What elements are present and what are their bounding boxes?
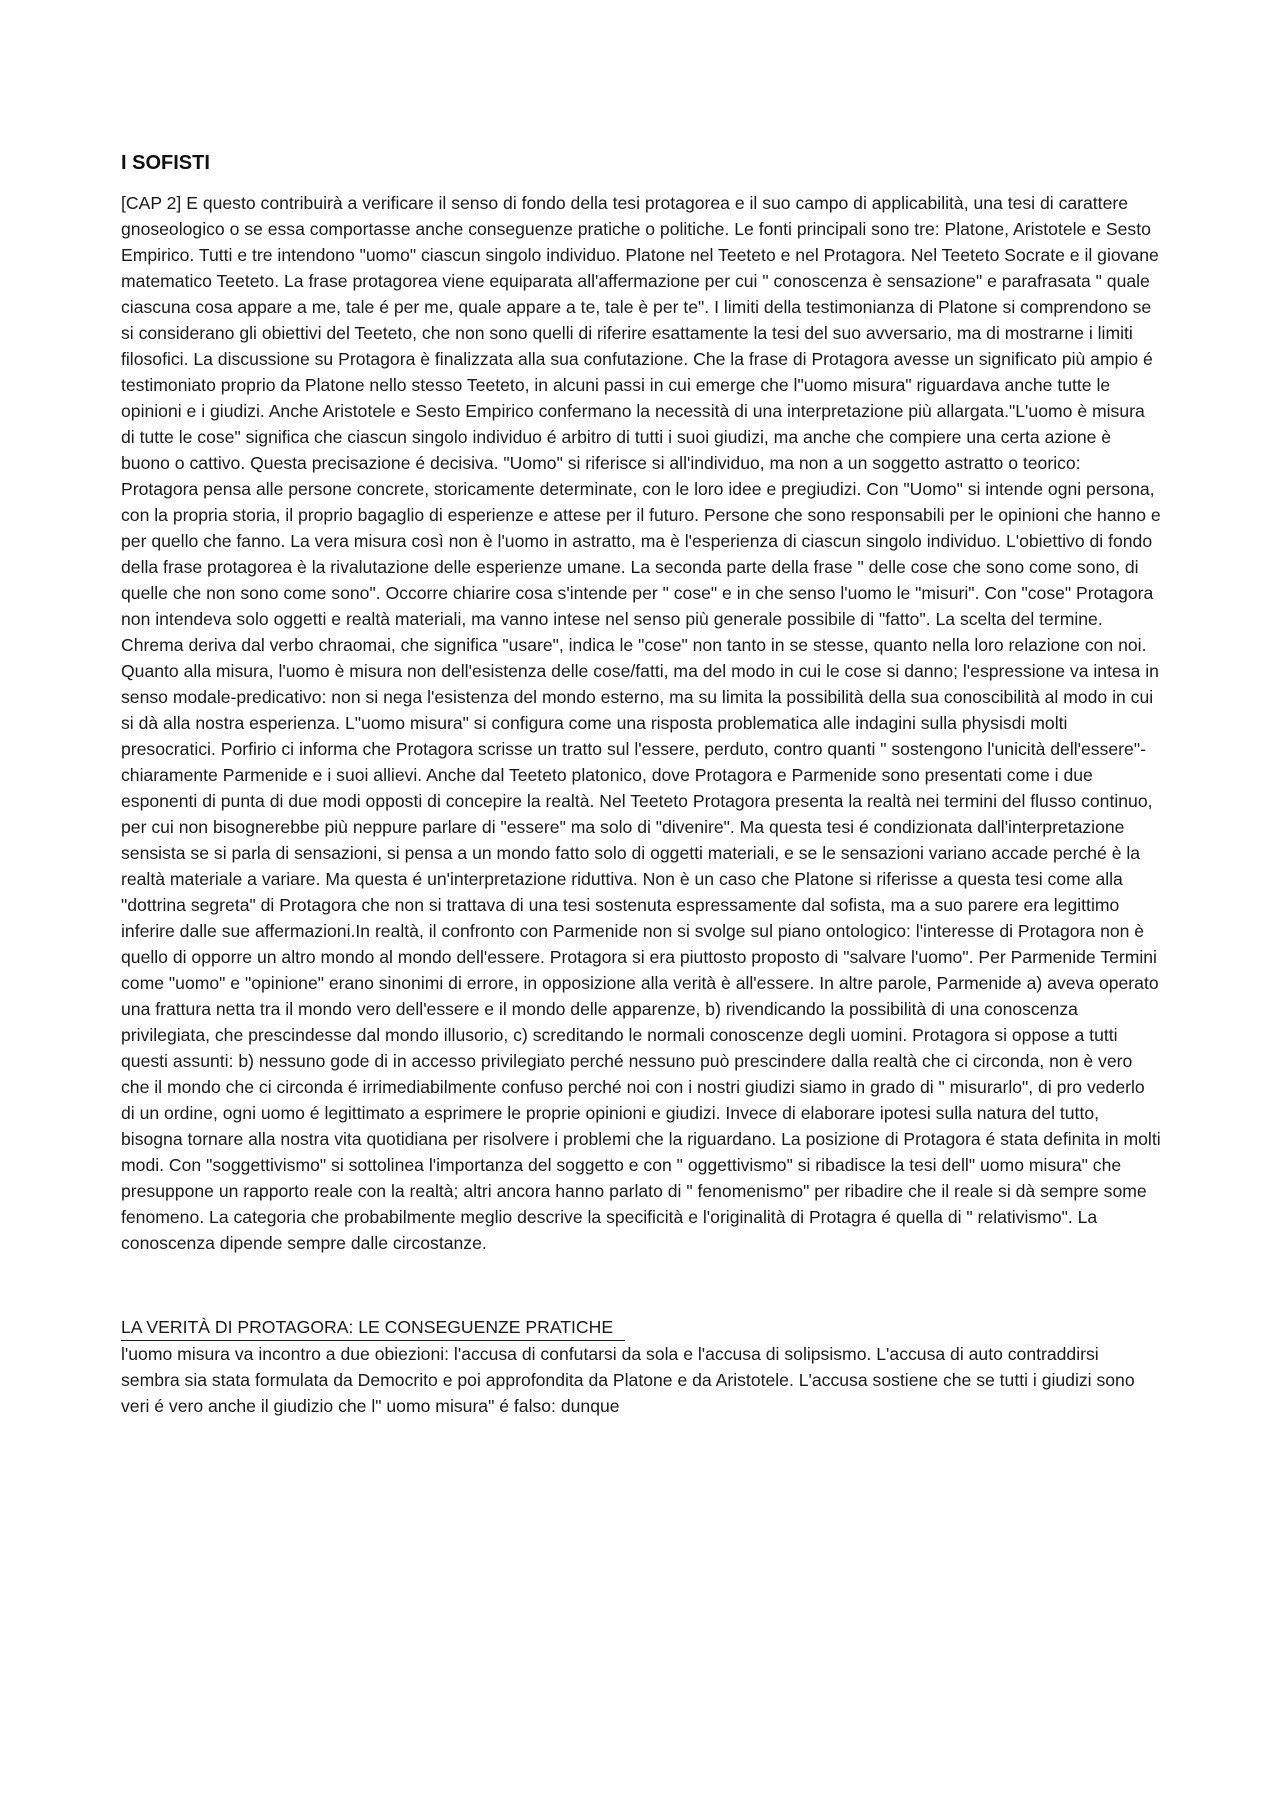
section-heading: LA VERITÀ DI PROTAGORA: LE CONSEGUENZE PRATICHE — [121, 1314, 625, 1341]
section-paragraph: l'uomo misura va incontro a due obiezioni: l'accusa di confutarsi da sola e l'accusa di solipsismo. L'accusa di auto contraddirsi sembra sia stata formulata da Democrito e poi approfondita da Platone e da Aristotele. L'accusa sostiene che se tutti i giudizi sono veri é vero anche il giudizio che l" uomo misura" é falso: dunque — [121, 1344, 1135, 1416]
body-paragraph: [CAP 2] E questo contribuirà a verificare il senso di fondo della tesi protagorea e il suo campo di applicabilità, una tesi di carattere gnoseologico o se essa comportasse anche conseguenze pratiche o politiche. Le fonti principali sono tre: Platone, Aristotele e Sesto Empirico. Tutti e tre intendono "uomo" ciascun singolo individuo. Platone nel Teeteto e nel Protagora. Nel Teeteto Socrate e il giovane matematico Teeteto. La frase protagorea viene equiparata all'affermazione per cui " conoscenza è sensazione" e parafrasata " quale ciascuna cosa appare a me, tale é per me, quale appare a te, tale è per te". I limiti della testimonianza di Platone si comprendono se si considerano gli obiettivi del Teeteto, che non sono quelli di riferire esattamente la tesi del suo avversario, ma di mostrarne i limiti filosofici. La discussione su Protagora è finalizzata alla sua confutazione. Che la frase di Protagora avesse un significato più ampio é testimoniato proprio da Platone nello stesso Teeteto, in alcuni passi in cui emerge che l"uomo misura" riguardava anche tutte le opinioni e i giudizi. Anche Aristotele e Sesto Empirico confermano la necessità di una interpretazione più allargata."L'uomo è misura di tutte le cose" significa che ciascun singolo individuo é arbitro di tutti i suoi giudizi, ma anche che compiere una certa azione è buono o cattivo. Questa precisazione é decisiva. "Uomo" si riferisce si all'individuo, ma non a un soggetto astratto o teorico: Protagora pensa alle persone concrete, storicamente determinate, con le loro idee e pregiudizi. Con "Uomo" si intende ogni persona, con la propria storia, il proprio bagaglio di esperienze e attese per il futuro. Persone che sono responsabili per le opinioni che hanno e per quello che fanno. La vera misura così non è l'uomo in astratto, ma è l'esperienza di ciascun singolo individuo. L'obiettivo di fondo della frase protagorea è la rivalutazione delle esperienze umane. La seconda parte della frase " delle cose che sono come sono, di quelle che non sono come sono". Occorre chiarire cosa s'intende per " cose" e in che senso l'uomo le "misuri". Con "cose" Protagora non intendeva solo oggetti e realtà materiali, ma vanno intese nel senso più generale possibile di "fatto". La scelta del termine. Chrema deriva dal verbo chraomai, che significa "usare", indica le "cose" non tanto in se stesse, quanto nella loro relazione con noi. Quanto alla misura, l'uomo è misura non dell'esistenza delle cose/fatti, ma del modo in cui le cose si danno; l'espressione va intesa in senso modale-predicativo: non si nega l'esistenza del mondo esterno, ma su limita la possibilità della sua conoscibilità al modo in cui si dà alla nostra esperienza. L"uomo misura" si configura come una risposta problematica alle indagini sulla physisdi molti presocratici. Porfirio ci informa che Protagora scrisse un tratto sul l'essere, perduto, contro quanti " sostengono l'unicità dell'essere"- chiaramente Parmenide e i suoi allievi. Anche dal Teeteto platonico, dove Protagora e Parmenide sono presentati come i due esponenti di punta di due modi opposti di concepire la realtà. Nel Teeteto Protagora presenta la realtà nei termini del flusso continuo, per cui non bisognerebbe più neppure parlare di "essere" ma solo di "divenire". Ma questa tesi é condizionata dall'interpretazione sensista se si parla di sensazioni, si pensa a un mondo fatto solo di oggetti materiali, e se le sensazioni variano accade perché è la realtà materiale a variare. Ma questa é un'interpretazione riduttiva. Non è un caso che Platone si riferisse a questa tesi come alla "dottrina segreta" di Protagora che non si trattava di una tesi sostenuta espressamente dal sofista, ma a suo parere era legittimo inferire dalle sue affermazioni.In realtà, il confronto con Parmenide non si svolge sul piano ontologico: l'interesse di Protagora non è quello di opporre un altro mondo al mondo dell'essere. Protagora si era piuttosto proposto di "salvare l'uomo". Per Parmenide Termini come "uomo" e "opinione" erano sinonimi di errore, in opposizione alla verità è all'essere. In altre parole, Parmenide a) aveva operato una frattura netta tra il mondo vero dell'essere e il mondo delle apparenze, b) rivendicando la possibilità di una conoscenza privilegiata, che prescindesse dal mondo illusorio, c) screditando le normali conoscenze degli uomini. Protagora si oppose a tutti questi assunti: b) nessuno gode di in accesso privilegiato perché nessuno può prescindere dalla realtà che ci circonda, non è vero che il mondo che ci circonda é irrimediabilmente confuso perché noi con i nostri giudizi siamo in grado di " misurarlo", di pro vederlo di un ordine, ogni uomo é legittimato a esprimere le proprie opinioni e giudizi. Invece di elaborare ipotesi sulla natura del tutto, bisogna tornare alla nostra vita quotidiana per risolvere i problemi che la riguardano. La posizione di Protagora é stata definita in molti modi. Con "soggettivismo" si sottolinea l'importanza del soggetto e con " oggettivismo" si ribadisce la tesi dell" uomo misura" che presuppone un rapporto reale con la realtà; altri ancora hanno parlato di " fenomenismo" per ribadire che il reale si dà sempre some fenomeno. La categoria che probabilmente meglio descrive la specificità e l'originalità di Protagra é quella di " relativismo". La conoscenza dipende sempre dalle circostanze. — [121, 193, 1161, 1253]
document-title: I SOFISTI — [121, 152, 210, 174]
document-page — [121, 150, 1161, 1419]
